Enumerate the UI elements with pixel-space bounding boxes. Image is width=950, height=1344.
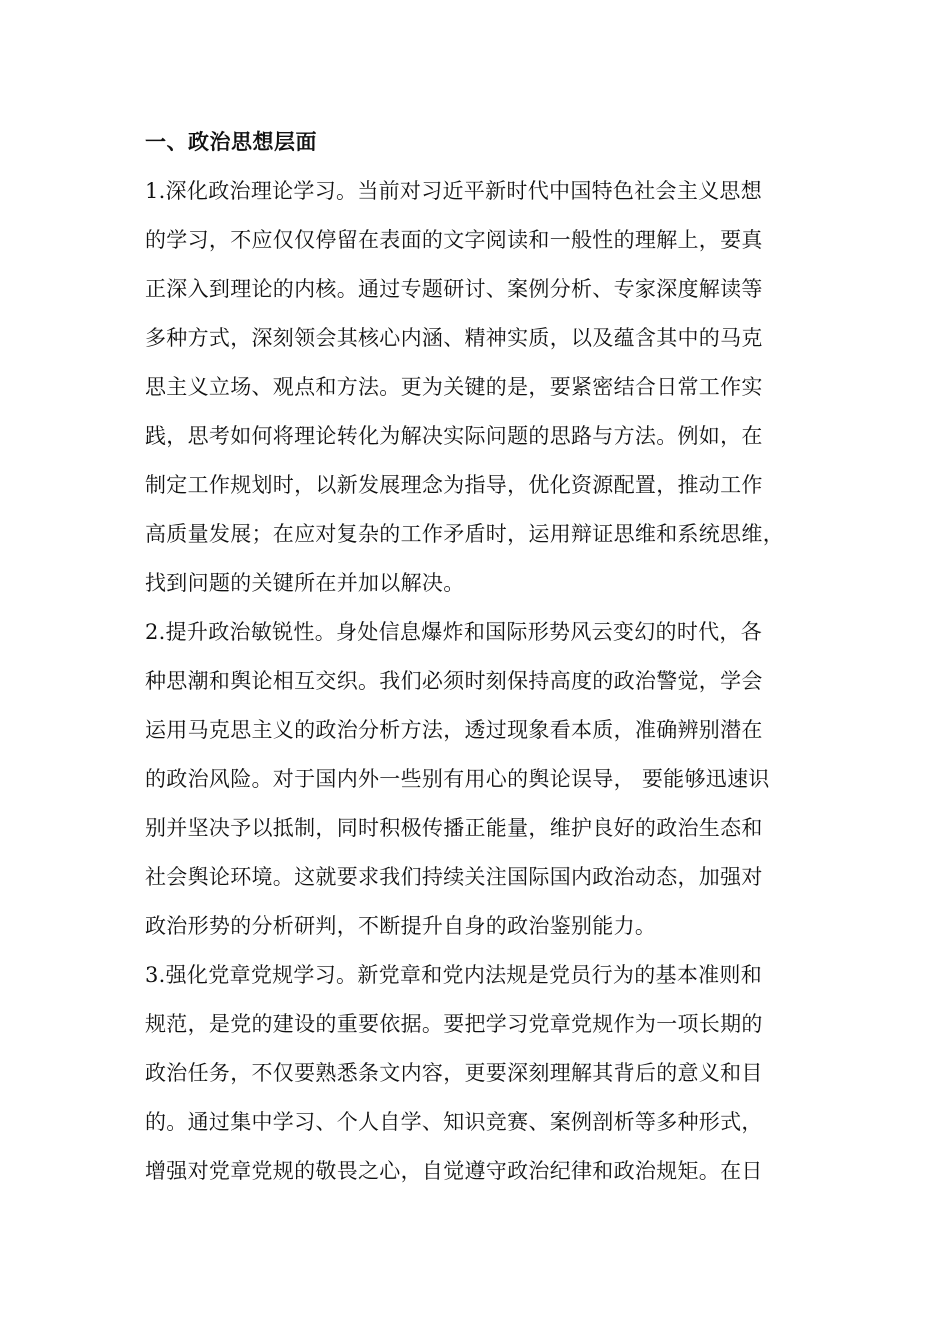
- paragraph-line: 增强对党章党规的敬畏之心，自觉遵守政治纪律和政治规矩。在日: [145, 1159, 763, 1183]
- paragraph-line: 3.强化党章党规学习。新党章和党内法规是党员行为的基本准则和: [145, 963, 763, 987]
- paragraph-line: 思主义立场、观点和方法。更为关键的是，要紧密结合日常工作实: [145, 375, 763, 399]
- paragraph-line: 政治形势的分析研判，不断提升自身的政治鉴别能力。: [145, 914, 657, 938]
- paragraph-line: 社会舆论环境。这就要求我们持续关注国际国内政治动态，加强对: [145, 865, 763, 889]
- paragraph-line: 的。通过集中学习、个人自学、知识竞赛、案例剖析等多种形式，: [145, 1110, 763, 1134]
- paragraph-line: 高质量发展；在应对复杂的工作矛盾时，运用辩证思维和系统思维，: [145, 522, 784, 546]
- paragraph-line: 2.提升政治敏锐性。身处信息爆炸和国际形势风云变幻的时代，各: [145, 620, 763, 644]
- paragraph-line: 政治任务，不仅要熟悉条文内容，更要深刻理解其背后的意义和目: [145, 1061, 763, 1085]
- paragraph-line: 运用马克思主义的政治分析方法，透过现象看本质，准确辨别潜在: [145, 718, 763, 742]
- paragraph-line: 种思潮和舆论相互交织。我们必须时刻保持高度的政治警觉，学会: [145, 669, 763, 693]
- paragraph-line: 别并坚决予以抵制，同时积极传播正能量，维护良好的政治生态和: [145, 816, 763, 840]
- paragraph-2: [145, 608, 825, 951]
- paragraph-line: 的政治风险。对于国内外一些别有用心的舆论误导， 要能够迅速识: [145, 767, 770, 791]
- paragraph-line: 践，思考如何将理论转化为解决实际问题的思路与方法。例如，在: [145, 424, 763, 448]
- paragraph-line: 规范，是党的建设的重要依据。要把学习党章党规作为一项长期的: [145, 1012, 763, 1036]
- paragraph-line: 正深入到理论的内核。通过专题研讨、案例分析、专家深度解读等: [145, 277, 763, 301]
- paragraph-3: [145, 951, 825, 1196]
- document-body: [145, 118, 825, 1196]
- paragraph-line: 的学习，不应仅仅停留在表面的文字阅读和一般性的理解上，要真: [145, 228, 763, 252]
- paragraph-line: 多种方式，深刻领会其核心内涵、精神实质，以及蕴含其中的马克: [145, 326, 763, 350]
- paragraph-line: 制定工作规划时，以新发展理念为指导，优化资源配置，推动工作: [145, 473, 763, 497]
- paragraph-line: 找到问题的关键所在并加以解决。: [145, 571, 465, 595]
- section-heading: 一、政治思想层面: [145, 130, 317, 154]
- paragraph-line: 1.深化政治理论学习。当前对习近平新时代中国特色社会主义思想: [145, 179, 763, 203]
- paragraph-1: [145, 167, 825, 608]
